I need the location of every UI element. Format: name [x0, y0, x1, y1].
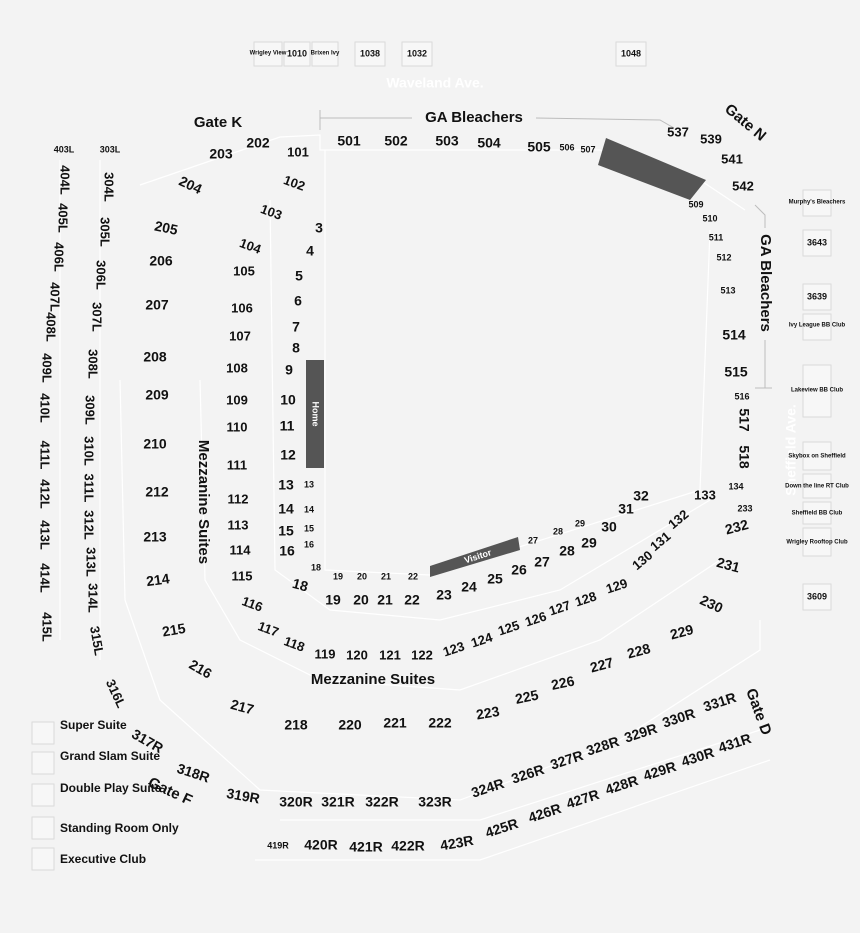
legend-standing-room-only: Standing Room Only: [60, 821, 179, 836]
section-label[interactable]: 514: [722, 326, 746, 343]
section-label[interactable]: 15: [278, 522, 294, 539]
section-label[interactable]: 517: [736, 408, 753, 432]
section-label[interactable]: 126: [523, 608, 549, 630]
rooftop-wrigley-rooftop[interactable]: Wrigley Rooftop Club: [786, 539, 848, 546]
section-label[interactable]: 326R: [509, 760, 546, 787]
visitor-label: Visitor: [463, 547, 493, 566]
section-label[interactable]: 28: [559, 542, 575, 559]
rooftop-1048[interactable]: 1048: [620, 48, 642, 59]
section-label[interactable]: 504: [477, 134, 501, 151]
section-label[interactable]: 132: [665, 506, 692, 532]
section-label[interactable]: 226: [549, 672, 576, 693]
section-label[interactable]: 330R: [660, 704, 697, 731]
section-label[interactable]: 507: [580, 144, 596, 155]
section-label[interactable]: 232: [723, 515, 751, 538]
section-label[interactable]: 122: [411, 647, 433, 663]
section-label[interactable]: 306L: [93, 260, 109, 290]
section-label[interactable]: 231: [714, 553, 742, 576]
section-label[interactable]: 218: [284, 716, 308, 733]
section-label[interactable]: 32: [633, 487, 649, 504]
section-label[interactable]: 22: [404, 591, 420, 608]
rooftop-3643[interactable]: 3643: [806, 237, 828, 248]
rooftop-murphys[interactable]: Murphy's Bleachers: [788, 199, 846, 206]
gate-f-label: Gate F: [145, 773, 195, 810]
section-label[interactable]: 505: [527, 138, 551, 155]
section-label[interactable]: 118: [281, 633, 307, 655]
legend-swatches: [32, 722, 54, 870]
gate-d-label: Gate D: [742, 686, 775, 738]
section-label[interactable]: 404L: [57, 165, 73, 195]
section-label[interactable]: 20: [353, 591, 369, 608]
section-label[interactable]: 542: [732, 178, 754, 194]
section-label[interactable]: 133: [694, 487, 716, 503]
section-label[interactable]: 202: [246, 134, 270, 151]
mezzanine-suites-left-label: Mezzanine Suites: [195, 439, 213, 565]
legend-double-play-suite: Double Play Suite: [60, 781, 162, 796]
section-label[interactable]: 24: [461, 578, 477, 595]
section-label[interactable]: 31: [618, 500, 634, 517]
section-label[interactable]: 19: [325, 591, 341, 608]
section-label[interactable]: 511: [708, 232, 724, 243]
section-label[interactable]: 403L: [53, 144, 75, 155]
section-label[interactable]: 215: [160, 619, 187, 640]
mezzanine-suites-bottom-label: Mezzanine Suites: [310, 670, 436, 688]
section-label[interactable]: 206: [149, 252, 173, 269]
section-label[interactable]: 113: [227, 517, 249, 533]
section-label[interactable]: 208: [143, 348, 167, 365]
section-label[interactable]: 209: [145, 386, 169, 403]
section-label[interactable]: 7: [292, 318, 300, 335]
section-label[interactable]: 541: [721, 151, 743, 167]
section-label[interactable]: 329R: [622, 719, 659, 746]
section-label[interactable]: 222: [428, 714, 452, 731]
section-label[interactable]: 513: [720, 285, 736, 296]
bleachers-dark-section[interactable]: [598, 138, 706, 200]
section-label[interactable]: 8: [292, 339, 300, 356]
section-label[interactable]: 412L: [37, 479, 53, 509]
section-label[interactable]: 29: [581, 534, 597, 551]
section-label[interactable]: 130: [629, 547, 656, 573]
section-label[interactable]: 109: [226, 392, 248, 408]
section-label[interactable]: 213: [143, 528, 167, 545]
section-label[interactable]: 515: [724, 363, 748, 380]
section-label[interactable]: 212: [145, 483, 169, 500]
section-label[interactable]: 114: [229, 542, 251, 558]
section-label[interactable]: 305L: [97, 217, 113, 247]
rooftop-skybox[interactable]: Skybox on Sheffield: [788, 453, 846, 460]
rooftop-brixen-ivy[interactable]: Brixen Ivy: [310, 50, 340, 57]
section-label[interactable]: 539: [700, 131, 722, 147]
section-label[interactable]: 27: [527, 535, 539, 546]
section-label[interactable]: 210: [143, 435, 167, 452]
home-label: Home: [310, 401, 321, 427]
section-label[interactable]: 106: [231, 300, 253, 316]
gate-k-label: Gate K: [193, 113, 243, 131]
section-label[interactable]: 327R: [548, 746, 585, 773]
sections-bleachers-top: [337, 133, 595, 155]
section-label[interactable]: 324R: [469, 774, 506, 801]
section-label[interactable]: 10: [280, 391, 296, 408]
section-label[interactable]: 20: [356, 571, 368, 582]
section-label[interactable]: 124: [469, 629, 495, 651]
section-label[interactable]: 3: [315, 219, 323, 236]
ga-bleachers-top-label: GA Bleachers: [425, 108, 523, 126]
section-label[interactable]: 314L: [85, 583, 101, 613]
section-label[interactable]: 116: [239, 593, 265, 615]
section-label[interactable]: 28: [552, 526, 564, 537]
section-label[interactable]: 516: [734, 391, 750, 402]
section-label[interactable]: 518: [736, 445, 753, 469]
section-label[interactable]: 23: [436, 586, 452, 603]
section-label[interactable]: 19: [332, 571, 344, 582]
section-label[interactable]: 119: [314, 646, 336, 662]
legend-executive-club: Executive Club: [60, 852, 147, 867]
section-label[interactable]: 217: [228, 695, 256, 718]
rooftop-ivy-league[interactable]: Ivy League BB Club: [788, 322, 846, 329]
section-label[interactable]: 229: [668, 620, 696, 643]
section-label[interactable]: 225: [513, 686, 540, 707]
section-label[interactable]: 321R: [321, 793, 355, 810]
section-label[interactable]: 26: [511, 561, 527, 578]
section-label[interactable]: 15: [303, 523, 315, 534]
section-label[interactable]: 223: [474, 702, 501, 723]
section-label[interactable]: 25: [487, 570, 503, 587]
section-label[interactable]: 428R: [603, 771, 640, 798]
section-label[interactable]: 408L: [43, 312, 59, 342]
sections-small-first: [304, 479, 321, 572]
section-label[interactable]: 5: [295, 267, 303, 284]
section-label[interactable]: 427R: [564, 785, 601, 812]
section-label[interactable]: 22: [407, 571, 419, 582]
section-label[interactable]: 128: [573, 588, 599, 610]
section-label[interactable]: 423R: [438, 831, 475, 854]
section-label[interactable]: 16: [303, 539, 315, 550]
rooftop-3639[interactable]: 3639: [806, 291, 828, 302]
section-label[interactable]: 406L: [51, 242, 67, 272]
section-label[interactable]: 502: [384, 132, 408, 149]
sections-r400: [267, 730, 753, 855]
section-label[interactable]: 310L: [81, 436, 97, 466]
gate-n-label: Gate N: [721, 100, 770, 145]
section-label[interactable]: 13: [303, 479, 315, 490]
section-label[interactable]: 14: [303, 504, 315, 515]
section-label[interactable]: 108: [226, 360, 248, 376]
section-label[interactable]: 105: [233, 263, 255, 279]
section-label[interactable]: 9: [285, 361, 293, 378]
section-label[interactable]: 328R: [584, 732, 621, 759]
section-label[interactable]: 410L: [37, 393, 53, 423]
section-label[interactable]: 6: [294, 292, 302, 309]
rooftop-1032[interactable]: 1032: [406, 48, 428, 59]
section-label[interactable]: 227: [588, 653, 616, 676]
sections-left400: [38, 144, 75, 641]
section-label[interactable]: 125: [496, 617, 522, 639]
legend-super-suite: Super Suite: [60, 718, 127, 733]
section-label[interactable]: 18: [310, 562, 322, 573]
section-label[interactable]: 228: [625, 639, 653, 662]
section-label[interactable]: 311L: [81, 473, 97, 503]
section-label[interactable]: 316L: [102, 676, 130, 711]
section-label[interactable]: 207: [145, 296, 169, 313]
section-label[interactable]: 18: [290, 575, 310, 595]
section-label[interactable]: 27: [534, 553, 550, 570]
section-label[interactable]: 102: [281, 172, 308, 194]
section-label[interactable]: 115: [231, 568, 253, 584]
section-label[interactable]: 309L: [82, 395, 98, 425]
section-label[interactable]: 16: [279, 542, 295, 559]
rooftop-3609[interactable]: 3609: [806, 591, 828, 602]
legend-grand-slam-suite: Grand Slam Suite: [60, 749, 161, 764]
section-label[interactable]: 405L: [55, 203, 71, 233]
section-label[interactable]: 430R: [679, 743, 716, 770]
section-label[interactable]: 426R: [526, 799, 563, 826]
section-label[interactable]: 101: [287, 144, 309, 160]
rooftop-1038[interactable]: 1038: [359, 48, 381, 59]
section-label[interactable]: 320R: [279, 793, 313, 810]
waveland-ave-label: Waveland Ave.: [386, 74, 484, 91]
section-label[interactable]: 205: [153, 217, 180, 238]
section-label[interactable]: 510: [702, 213, 718, 224]
ga-bleachers-right-label: GA Bleachers: [757, 234, 775, 332]
sheffield-ave-label: Sheffield Ave.: [782, 404, 799, 496]
section-label[interactable]: 127: [547, 597, 573, 619]
section-label[interactable]: 419R: [267, 840, 289, 851]
section-label[interactable]: 111: [226, 457, 248, 473]
section-label[interactable]: 216: [186, 656, 215, 682]
section-label[interactable]: 420R: [304, 836, 338, 853]
section-label[interactable]: 120: [346, 647, 368, 663]
section-label[interactable]: 509: [688, 199, 704, 210]
section-label[interactable]: 204: [176, 172, 205, 198]
section-label[interactable]: 134: [728, 481, 744, 492]
section-label[interactable]: 318R: [175, 759, 212, 786]
section-label[interactable]: 203: [209, 145, 233, 162]
section-label[interactable]: 409L: [39, 353, 55, 383]
rooftop-wrigley-view[interactable]: Wrigley View: [249, 50, 287, 57]
section-label[interactable]: 123: [441, 638, 467, 660]
section-label[interactable]: 431R: [716, 729, 753, 756]
section-label[interactable]: 233: [737, 503, 753, 514]
rooftop-sheffield-bb[interactable]: Sheffield BB Club: [791, 510, 843, 517]
section-label[interactable]: 107: [229, 328, 251, 344]
section-label[interactable]: 112: [227, 491, 249, 507]
section-label[interactable]: 304L: [101, 172, 117, 202]
section-label[interactable]: 307L: [89, 302, 105, 332]
section-label[interactable]: 131: [647, 528, 674, 554]
section-label[interactable]: 415L: [39, 612, 55, 642]
section-label[interactable]: 14: [278, 500, 294, 517]
section-label[interactable]: 21: [377, 591, 393, 608]
section-label[interactable]: 121: [379, 647, 401, 663]
section-label[interactable]: 313L: [83, 547, 99, 577]
section-label[interactable]: 312L: [81, 510, 97, 540]
section-label[interactable]: 30: [601, 518, 617, 535]
section-label[interactable]: 506: [559, 142, 575, 153]
section-label[interactable]: 411L: [37, 440, 53, 470]
section-label[interactable]: 319R: [225, 784, 262, 807]
section-label[interactable]: 331R: [701, 688, 738, 715]
section-label[interactable]: 230: [697, 591, 726, 617]
section-label[interactable]: 429R: [641, 757, 678, 784]
section-label[interactable]: 221: [383, 714, 407, 731]
section-label[interactable]: 11: [279, 417, 295, 434]
section-label[interactable]: 407L: [47, 282, 63, 312]
section-label[interactable]: 501: [337, 132, 361, 149]
section-label[interactable]: 21: [380, 571, 392, 582]
section-label[interactable]: 4: [306, 242, 314, 259]
section-label[interactable]: 12: [280, 446, 296, 463]
sections-lower-left: [226, 144, 309, 583]
section-label[interactable]: 29: [574, 518, 586, 529]
section-label[interactable]: 421R: [349, 838, 383, 855]
section-label[interactable]: 303L: [99, 144, 121, 155]
rooftop-down-the-line[interactable]: Down the line RT Club: [785, 483, 849, 490]
section-label[interactable]: 103: [258, 201, 285, 223]
section-label[interactable]: 422R: [391, 837, 425, 854]
section-label[interactable]: 322R: [365, 793, 399, 810]
sections-r300: [129, 689, 738, 810]
section-label[interactable]: 537: [667, 124, 689, 140]
section-label[interactable]: 220: [338, 716, 362, 733]
section-label[interactable]: 104: [237, 235, 264, 257]
section-label[interactable]: 110: [226, 419, 248, 435]
section-label[interactable]: 414L: [37, 563, 53, 593]
sections-left300: [82, 144, 129, 710]
section-label[interactable]: 214: [145, 570, 171, 590]
section-label[interactable]: 503: [435, 132, 459, 149]
section-label[interactable]: 117: [255, 618, 281, 640]
section-label[interactable]: 315L: [87, 624, 108, 657]
section-label[interactable]: 308L: [85, 349, 101, 379]
section-label[interactable]: 13: [278, 476, 294, 493]
section-label[interactable]: 512: [716, 252, 732, 263]
section-label[interactable]: 129: [604, 575, 630, 597]
rooftop-lakeview[interactable]: Lakeview BB Club: [790, 387, 844, 394]
rooftop-1010[interactable]: 1010: [286, 48, 308, 59]
section-label[interactable]: 323R: [418, 793, 452, 810]
section-label[interactable]: 317R: [129, 725, 167, 757]
section-label[interactable]: 413L: [37, 520, 53, 550]
section-label[interactable]: 425R: [483, 814, 520, 841]
